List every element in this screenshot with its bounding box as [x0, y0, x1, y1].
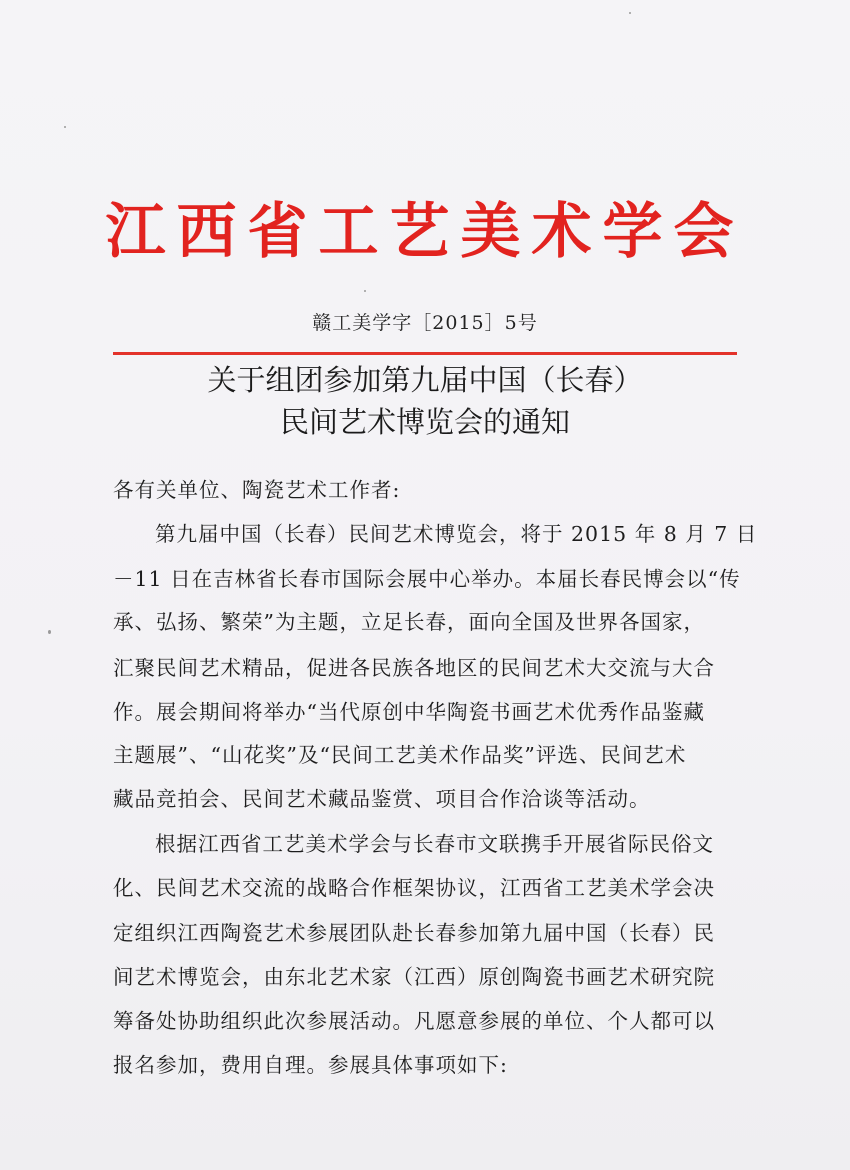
- scan-speck: [364, 290, 366, 292]
- scan-speck: [48, 630, 51, 634]
- p1-line-2: －11 日在吉林省长春市国际会展中心举办。本届长春民博会以“传: [113, 567, 741, 591]
- p1-line-6: 主题展”、“山花奖”及“民间工艺美术作品奖”评选、民间艺术: [113, 743, 687, 767]
- red-divider-line: [113, 352, 737, 355]
- p2-line-4: 间艺术博览会，由东北艺术家（江西）原创陶瓷书画艺术研究院: [113, 965, 715, 989]
- p1-line-7: 藏品竞拍会、民间艺术藏品鉴赏、项目合作洽谈等活动。: [113, 787, 651, 811]
- subject-line-2: 民间艺术博览会的通知: [279, 405, 570, 439]
- p1-line-1: 第九届中国（长春）民间艺术博览会，将于 2015 年 8 月 7 日: [155, 522, 758, 546]
- p1-line-3: 承、弘扬、繁荣”为主题，立足长春，面向全国及世界各国家，: [113, 610, 705, 634]
- document-number: 赣工美学字［2015］5号: [312, 312, 538, 334]
- salutation: 各有关单位、陶瓷艺术工作者:: [113, 478, 401, 502]
- p2-line-5: 筹备处协助组织此次参展活动。凡愿意参展的单位、个人都可以: [113, 1009, 715, 1033]
- p1-line-5: 作。展会期间将举办“当代原创中华陶瓷书画艺术优秀作品鉴藏: [113, 700, 705, 724]
- scan-speck: [629, 12, 631, 14]
- p2-line-6: 报名参加，费用自理。参展具体事项如下:: [113, 1053, 508, 1077]
- org-name-header: 江西省工艺美术学会: [105, 197, 745, 267]
- p2-line-3: 定组织江西陶瓷艺术参展团队赴长春参加第九届中国（长春）民: [113, 921, 715, 945]
- p1-line-4: 汇聚民间艺术精品，促进各民族各地区的民间艺术大交流与大合: [113, 656, 715, 680]
- subject-line-1: 关于组团参加第九届中国（长春）: [207, 363, 643, 397]
- scan-speck: [64, 126, 66, 128]
- p2-line-2: 化、民间艺术交流的战略合作框架协议，江西省工艺美术学会决: [113, 876, 715, 900]
- p2-line-1: 根据江西省工艺美术学会与长春市文联携手开展省际民俗文: [155, 832, 714, 856]
